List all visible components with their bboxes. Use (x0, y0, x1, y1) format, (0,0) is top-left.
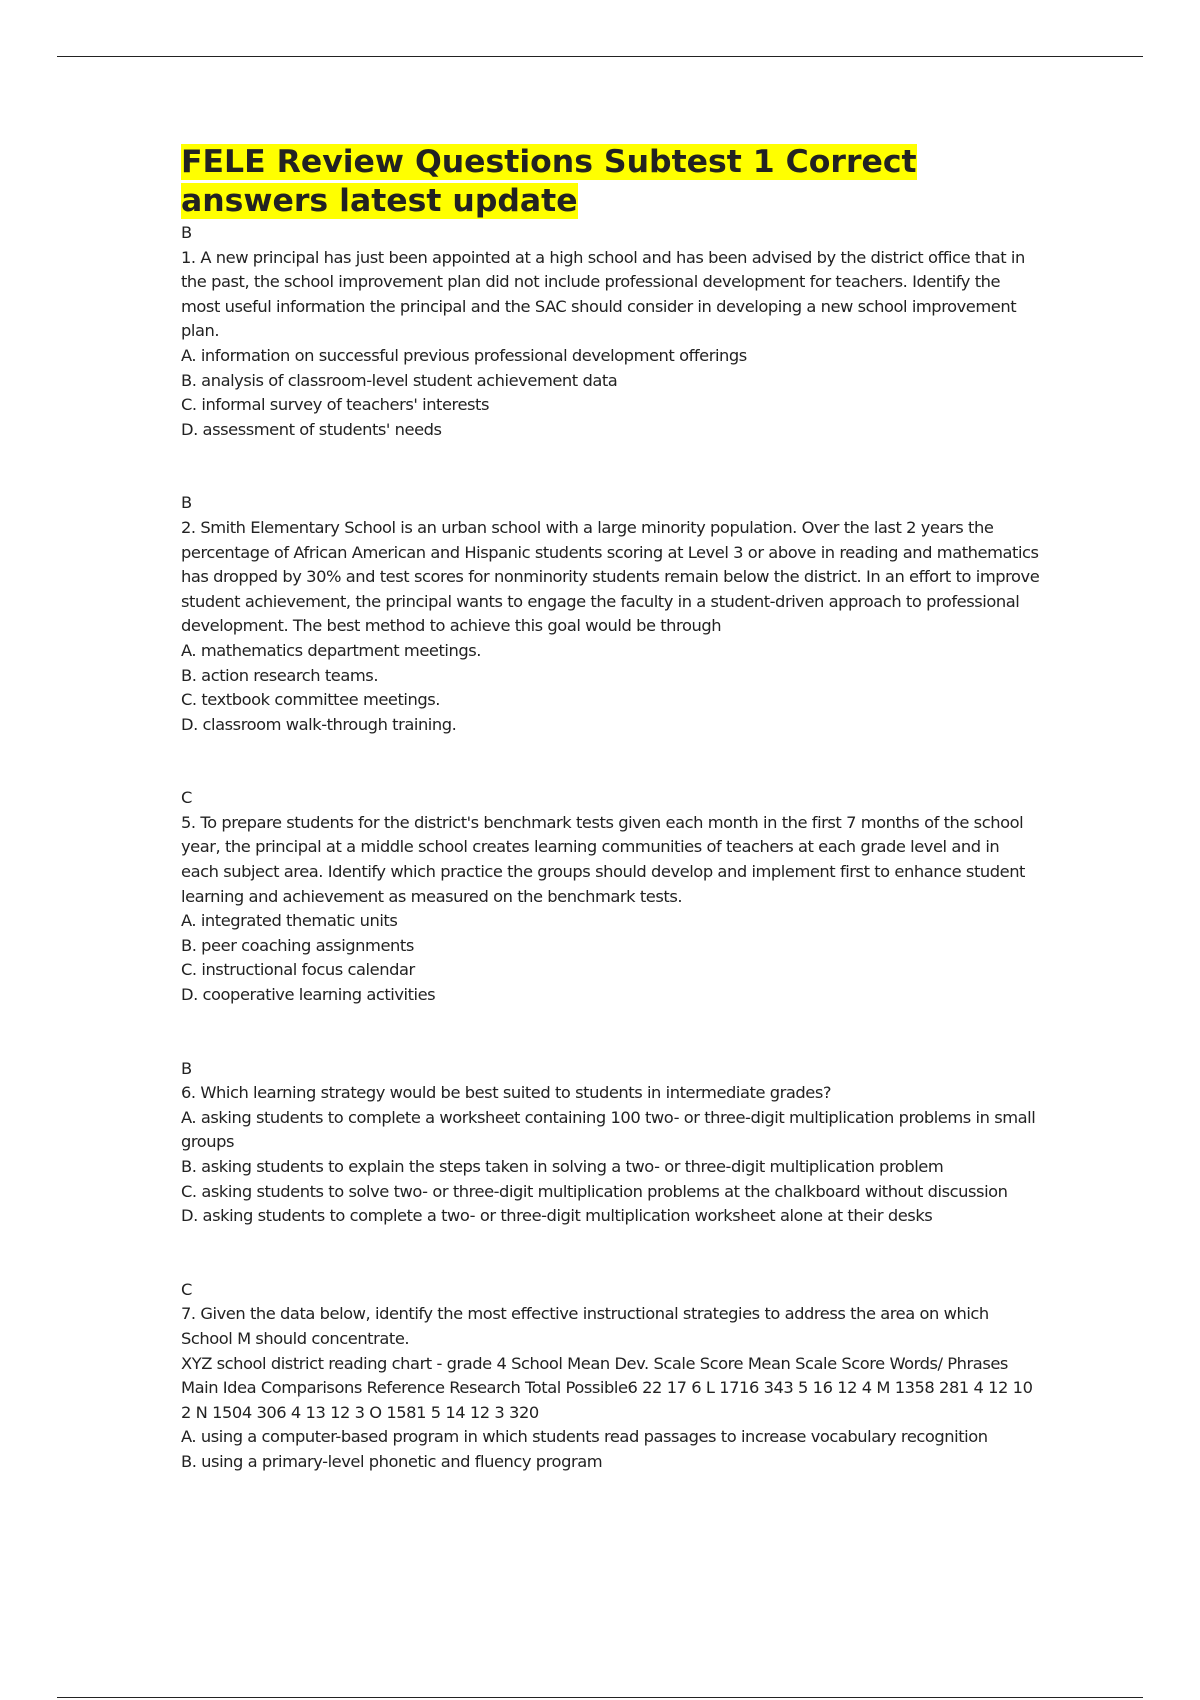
question-text: 6. Which learning strategy would be best suited to students in intermediate grades? (181, 1083, 832, 1103)
option: D. assessment of students' needs (181, 419, 442, 439)
option: D. cooperative learning activities (181, 985, 436, 1005)
answer-key: B (181, 223, 192, 242)
question-text: 2. Smith Elementary School is an urban school with a large minority population. Over the last 2 years the percentage of African American and Hispanic students scoring at Level 3 or above in reading and mathematics has dropped by 30% and test scores for nonminority students remain below the district. In an effort to improve student achievement, the principal wants to engage the faculty in a student-driven approach to professional development. The best method to achieve this goal would be through (181, 517, 1040, 636)
data-chart-text: XYZ school district reading chart - grade 4 School Mean Dev. Scale Score Mean Scale Score Words/ Phrases Main Idea Comparisons Reference Research Total Possible6 22 17 6 L 1716 343 5 16 12 4 M 1358 281 4 12 10 2 N 1504 306 4 13 12 3 O 1581 5 14 12 3 320 (181, 1353, 1033, 1422)
option: B. analysis of classroom-level student achievement data (181, 370, 618, 390)
option: C. instructional focus calendar (181, 960, 415, 980)
option: A. using a computer-based program in which students read passages to increase vocabulary recognition (181, 1427, 988, 1447)
option: A. asking students to complete a worksheet containing 100 two- or three-digit multiplication problems in small groups (181, 1107, 1036, 1152)
option: C. asking students to solve two- or three-digit multiplication problems at the chalkboard without discussion (181, 1181, 1008, 1201)
option: A. integrated thematic units (181, 911, 398, 931)
option: B. asking students to explain the steps taken in solving a two- or three-digit multiplication problem (181, 1157, 944, 1176)
option: B. action research teams. (181, 665, 379, 685)
document-body (181, 143, 1041, 1524)
option: A. mathematics department meetings. (181, 640, 481, 660)
answer-key: B (181, 1058, 192, 1078)
option: D. classroom walk-through training. (181, 714, 457, 734)
option: C. informal survey of teachers' interests (181, 395, 490, 415)
question-text: 7. Given the data below, identify the most effective instructional strategies to address the area on which School M should concentrate. (181, 1304, 989, 1348)
question-block-6 (181, 1057, 1041, 1229)
option: C. textbook committee meetings. (181, 690, 441, 710)
answer-key: C (181, 1279, 192, 1299)
question-text: 5. To prepare students for the district's benchmark tests given each month in the first 7 months of the school year, the principal at a middle school creates learning communities of teachers at each grade level and in each subject area. Identify which practice the groups should develop and implement first to enhance student learning and achievement as measured on the benchmark tests. (181, 812, 1025, 906)
question-block-7 (181, 1278, 1041, 1475)
question-block-1 (181, 221, 1041, 442)
option: A. information on successful previous professional development offerings (181, 345, 747, 365)
option: B. using a primary-level phonetic and fluency program (181, 1451, 603, 1471)
document-title: FELE Review Questions Subtest 1 Correct answers latest update (181, 144, 917, 219)
option: B. peer coaching assignments (181, 935, 414, 955)
answer-key: C (181, 788, 192, 808)
question-text: 1. A new principal has just been appointed at a high school and has been advised by the district office that in the past, the school improvement plan did not include professional development for teachers. Identify the most useful information the principal and the SAC should consider in developing a new school improvement plan. (181, 247, 1025, 341)
question-block-2 (181, 491, 1041, 737)
option: D. asking students to complete a two- or three-digit multiplication worksheet alone at their desks (181, 1206, 933, 1226)
answer-key: B (181, 493, 192, 513)
bottom-rule (57, 1697, 1143, 1698)
top-rule (57, 56, 1143, 57)
question-block-5 (181, 786, 1041, 1007)
